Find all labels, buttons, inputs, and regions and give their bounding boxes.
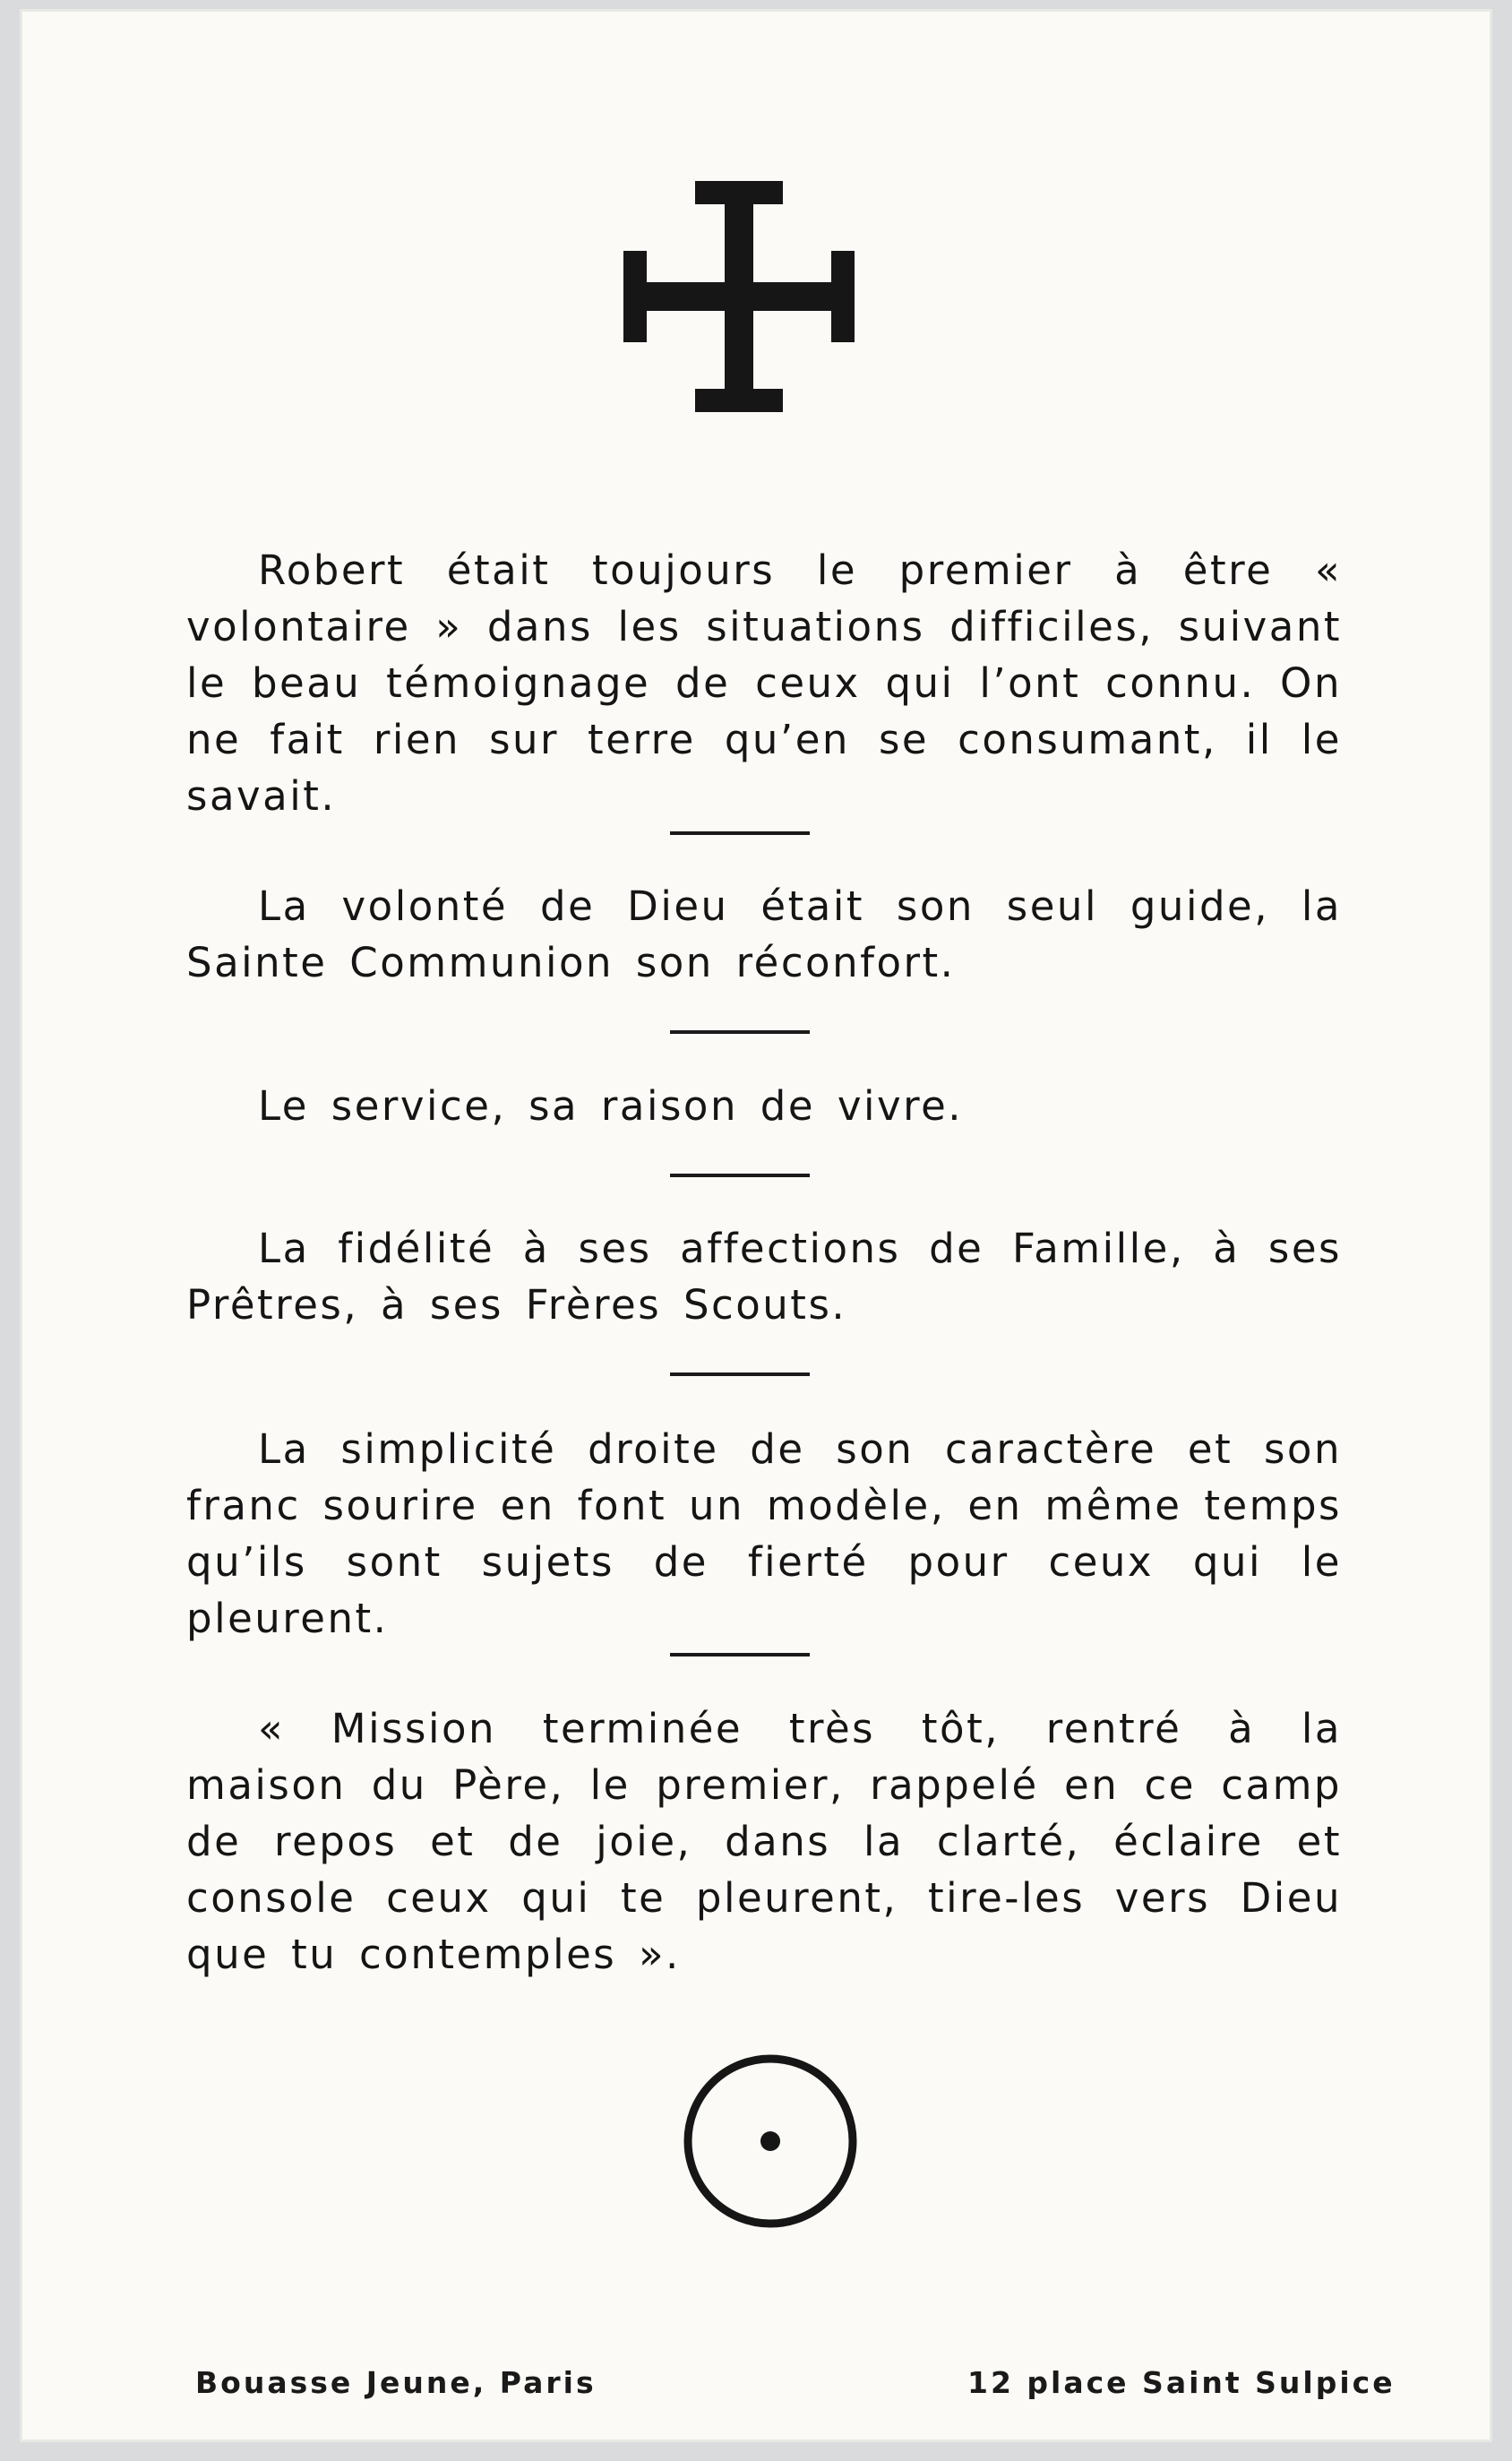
divider (670, 1372, 810, 1376)
divider (670, 831, 810, 835)
paragraph-volonte-de-dieu: La volonté de Dieu était son seul guide, la Sainte Communion son réconfort. (186, 882, 1342, 986)
printer-address: 12 place Saint Sulpice (967, 2365, 1396, 2400)
divider (670, 1030, 810, 1034)
divider (670, 1174, 810, 1177)
paragraph-volontaire: Robert était toujours le premier à être « volontaire » dans les situations difficiles, suivant le beau témoignage de ceux qui l’ont connu. On ne fait rien sur terre qu’en se consumant, il le savait. (186, 546, 1342, 820)
circle-dot-icon (681, 2052, 860, 2231)
paragraph-fidelite: La fidélité à ses affections de Famille, à ses Prêtres, à ses Frères Scouts. (186, 1225, 1342, 1329)
divider (670, 1653, 810, 1656)
printer-name: Bouasse Jeune, Paris (195, 2365, 597, 2400)
paragraph-mission-terminee: « Mission terminée très tôt, rentré à la maison du Père, le premier, rappelé en ce camp de repos et de joie, dans la clarté, éclaire et console ceux qui te pleurent, tire-les vers Dieu que tu contemples ». (186, 1705, 1342, 1978)
cross-potent-icon (622, 179, 856, 414)
paragraph-simplicite: La simplicité droite de son caractère et son franc sourire en font un modèle, en même temps qu’ils sont sujets de fierté pour ceux qui le pleurent. (186, 1425, 1342, 1642)
paragraph-service: Le service, sa raison de vivre. (258, 1082, 964, 1130)
